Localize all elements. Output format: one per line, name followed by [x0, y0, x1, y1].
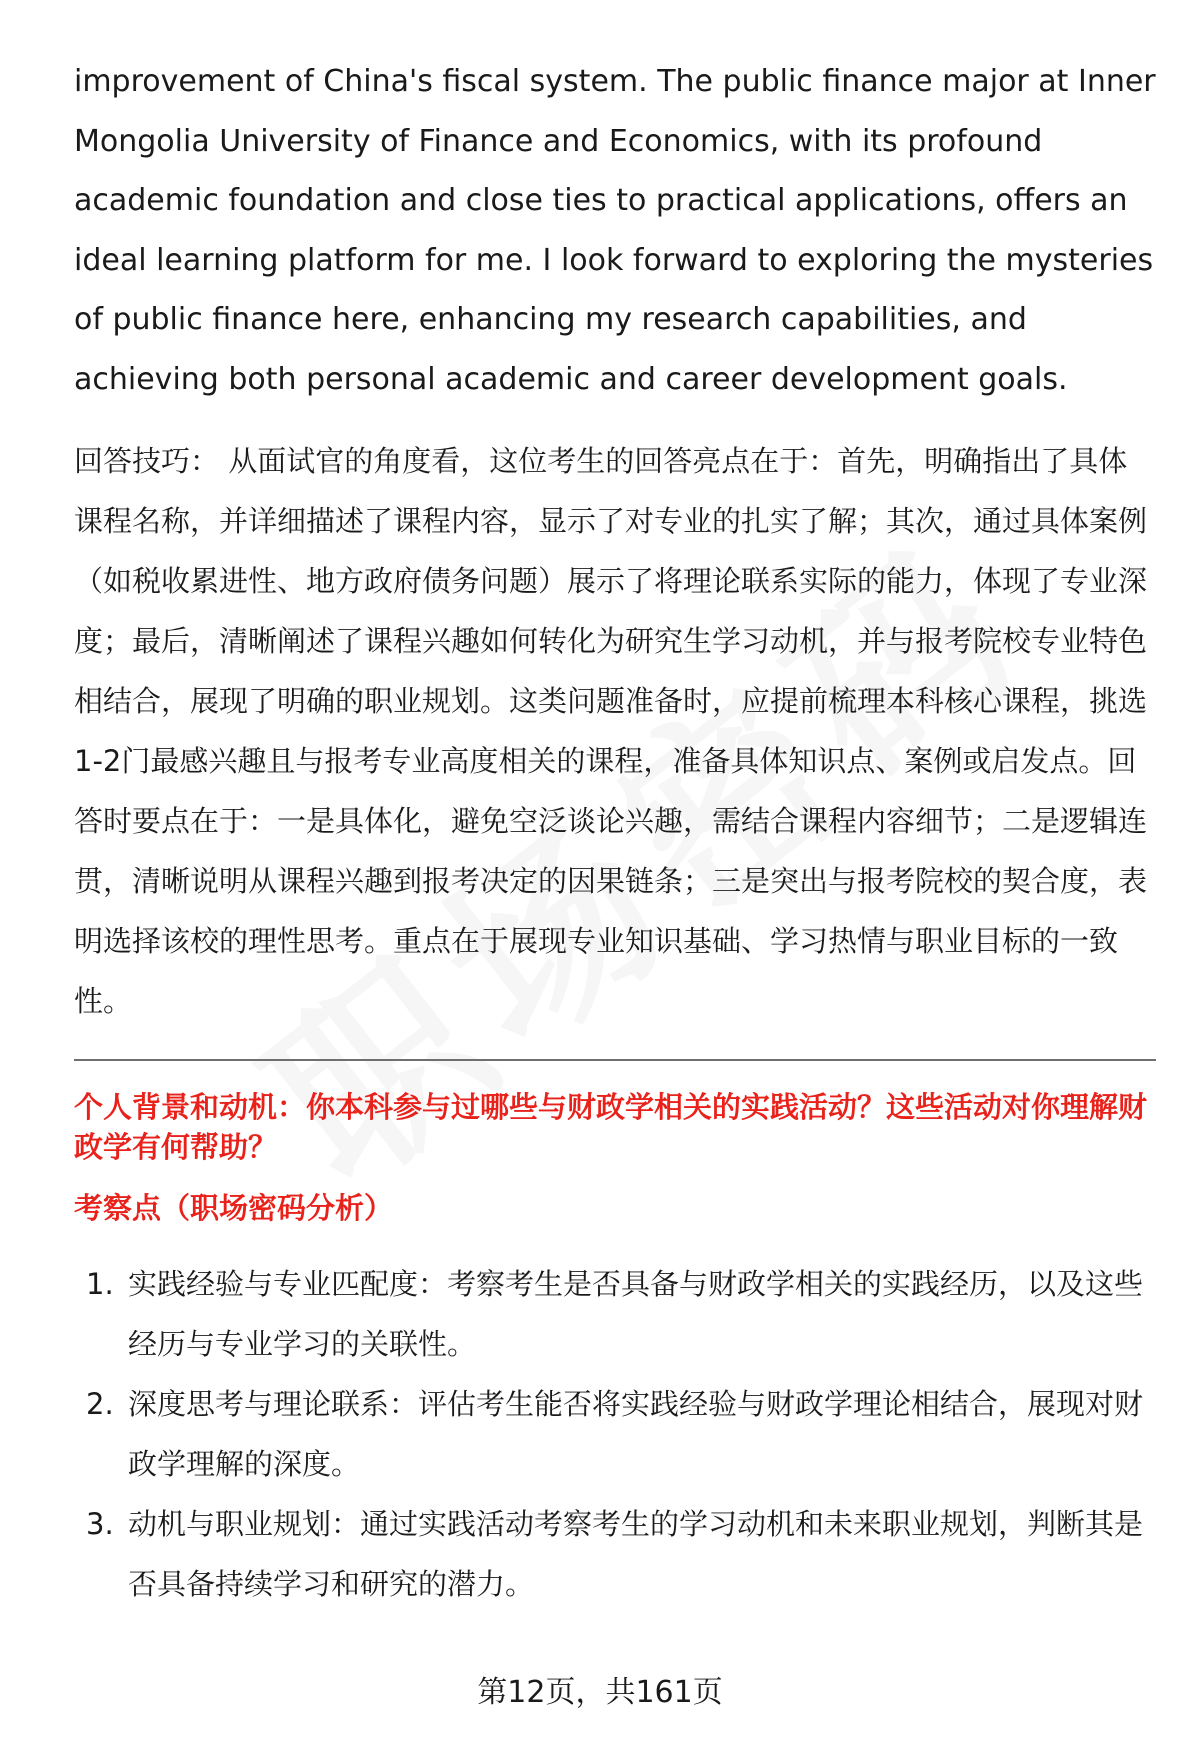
list-item-number: 1.: [86, 1266, 114, 1301]
list-item-number: 3.: [86, 1506, 114, 1541]
answer-tips: [74, 431, 1156, 1031]
continuation-paragraph: improvement of China's fiscal system. The public finance major at Inner Mongolia University of Finance and Economics, with its profound academic foundation and close ties to practical applications, offers an ideal learning platform for me. I look forward to exploring the mysteries of public finance here, enhancing my research capabilities, and achieving both personal academic and career development goals.: [74, 64, 1156, 397]
assessment-points-list: [74, 1254, 1156, 1614]
answer-tips-label: 回答技巧：: [74, 444, 220, 478]
page-number-footer: 第12页，共161页: [477, 1675, 723, 1710]
question-heading: 个人背景和动机：你本科参与过哪些与财政学相关的实践活动？这些活动对你理解财政学有何帮助？: [74, 1089, 1148, 1164]
section-divider: [74, 1059, 1156, 1061]
list-item-number: 2.: [86, 1386, 114, 1421]
list-item: [74, 1254, 1156, 1374]
list-item-text: 动机与职业规划：通过实践活动考察考生的学习动机和未来职业规划，判断其是否具备持续学习和研究的潜力。: [128, 1506, 1144, 1601]
list-item: [74, 1374, 1156, 1494]
answer-tips-text: 从面试官的角度看，这位考生的回答亮点在于：首先，明确指出了具体课程名称，并详细描述了课程内容，显示了对专业的扎实了解；其次，通过具体案例（如税收累进性、地方政府债务问题）展示了将理论联系实际的能力，体现了专业深度；最后，清晰阐述了课程兴趣如何转化为研究生学习动机，并与报考院校专业特色相结合，展现了明确的职业规划。这类问题准备时，应提前梳理本科核心课程，挑选1-2门最感兴趣且与报考专业高度相关的课程，准备具体知识点、案例或启发点。回答时要点在于：一是具体化，避免空泛谈论兴趣，需结合课程内容细节；二是逻辑连贯，清晰说明从课程兴趣到报考决定的因果链条；三是突出与报考院校的契合度，表明选择该校的理性思考。重点在于展现专业知识基础、学习热情与职业目标的一致性。: [74, 444, 1148, 1018]
page-content: [74, 52, 1156, 1614]
list-item: [74, 1494, 1156, 1614]
list-item-text: 实践经验与专业匹配度：考察考生是否具备与财政学相关的实践经历，以及这些经历与专业学习的关联性。: [128, 1266, 1144, 1361]
assessment-points-heading: 考察点（职场密码分析）: [74, 1190, 394, 1225]
list-item-text: 深度思考与理论联系：评估考生能否将实践经验与财政学理论相结合，展现对财政学理解的深度。: [128, 1386, 1144, 1481]
